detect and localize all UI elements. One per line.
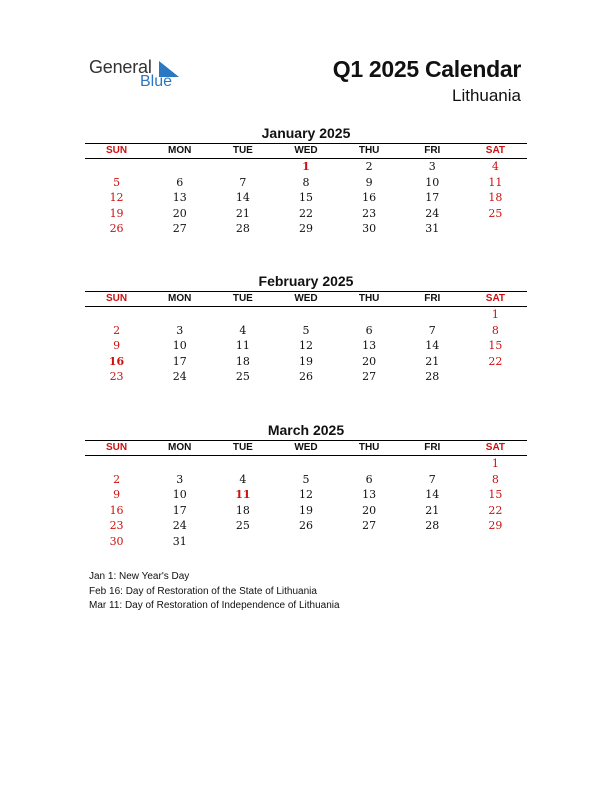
day-cell: 27 bbox=[362, 370, 377, 383]
week-row bbox=[85, 159, 527, 175]
day-cell: 30 bbox=[362, 222, 377, 235]
day-cell: 11 bbox=[235, 488, 251, 501]
empty-day-cell bbox=[464, 534, 527, 550]
week-row bbox=[85, 518, 527, 534]
weekday-label: TUE bbox=[232, 442, 253, 453]
empty-day-cell bbox=[274, 456, 337, 472]
day-cell: 2 bbox=[113, 323, 121, 337]
day-cell: 4 bbox=[491, 160, 499, 173]
day-cell: 28 bbox=[235, 222, 250, 235]
day-cell: 2 bbox=[113, 472, 121, 486]
day-cell: 13 bbox=[172, 191, 187, 204]
weekday-label: THU bbox=[358, 293, 380, 304]
day-cell: 12 bbox=[109, 191, 124, 204]
empty-day-cell bbox=[211, 456, 274, 472]
day-cell: 28 bbox=[425, 519, 440, 532]
empty-day-cell bbox=[211, 159, 274, 175]
week-row bbox=[85, 221, 527, 237]
weekday-label: FRI bbox=[424, 145, 441, 156]
day-cell: 17 bbox=[172, 354, 187, 368]
day-cell: 18 bbox=[235, 503, 250, 517]
day-cell: 22 bbox=[488, 354, 503, 368]
day-cell: 5 bbox=[302, 323, 310, 337]
weekday-label: SAT bbox=[485, 442, 506, 453]
day-cell: 5 bbox=[302, 472, 310, 486]
empty-day-cell bbox=[274, 307, 337, 323]
day-cell: 10 bbox=[172, 339, 187, 352]
day-cell: 9 bbox=[113, 339, 121, 352]
day-cell: 12 bbox=[298, 339, 313, 352]
weekday-label: MON bbox=[168, 442, 192, 453]
empty-day-cell bbox=[211, 307, 274, 323]
day-cell: 3 bbox=[176, 472, 184, 486]
week-row bbox=[85, 307, 527, 323]
empty-day-cell bbox=[148, 307, 211, 323]
day-cell: 21 bbox=[235, 206, 250, 220]
day-cell: 13 bbox=[362, 488, 377, 501]
weekday-label: THU bbox=[358, 442, 380, 453]
weekday-header bbox=[85, 291, 527, 307]
day-cell: 23 bbox=[109, 370, 124, 383]
day-cell: 14 bbox=[425, 339, 440, 352]
day-cell: 20 bbox=[362, 354, 377, 368]
day-cell: 28 bbox=[425, 370, 440, 383]
day-cell: 16 bbox=[108, 354, 125, 368]
week-row bbox=[85, 206, 527, 222]
week-row bbox=[85, 323, 527, 339]
weekday-label: WED bbox=[294, 145, 318, 156]
day-cell: 10 bbox=[425, 175, 440, 189]
empty-day-cell bbox=[148, 456, 211, 472]
empty-day-cell bbox=[274, 534, 337, 550]
day-cell: 14 bbox=[235, 191, 250, 204]
weekday-label: MON bbox=[168, 293, 192, 304]
month-title: January 2025 bbox=[261, 125, 351, 141]
day-cell: 15 bbox=[488, 339, 503, 352]
week-row bbox=[85, 503, 527, 519]
day-cell: 7 bbox=[428, 472, 436, 486]
weekday-label: WED bbox=[294, 293, 318, 304]
day-cell: 17 bbox=[172, 503, 187, 517]
day-cell: 13 bbox=[362, 339, 377, 352]
week-row bbox=[85, 534, 527, 550]
logo-blue-text: Blue bbox=[140, 73, 173, 90]
weekday-header bbox=[85, 440, 527, 456]
week-row bbox=[85, 190, 527, 206]
day-cell: 9 bbox=[113, 488, 121, 501]
day-cell: 29 bbox=[488, 519, 503, 532]
day-cell: 18 bbox=[235, 354, 250, 368]
week-row bbox=[85, 354, 527, 370]
generalblue-logo bbox=[89, 57, 189, 93]
day-cell: 8 bbox=[302, 175, 310, 189]
weekday-label: SAT bbox=[485, 145, 506, 156]
page-title: Q1 2025 Calendar bbox=[332, 56, 521, 82]
month-march bbox=[85, 421, 527, 549]
weekday-header bbox=[85, 143, 527, 159]
holiday-notes bbox=[89, 570, 389, 618]
empty-day-cell bbox=[338, 456, 401, 472]
day-cell: 10 bbox=[172, 488, 187, 501]
day-cell: 27 bbox=[172, 222, 187, 235]
empty-day-cell bbox=[464, 369, 527, 385]
day-cell: 3 bbox=[176, 323, 184, 337]
country-name: Lithuania bbox=[451, 86, 521, 105]
empty-day-cell bbox=[211, 534, 274, 550]
month-january bbox=[85, 124, 527, 237]
day-cell: 20 bbox=[172, 206, 187, 220]
week-row bbox=[85, 175, 527, 191]
week-row bbox=[85, 369, 527, 385]
empty-day-cell bbox=[338, 534, 401, 550]
day-cell: 7 bbox=[428, 323, 436, 337]
weekday-label: FRI bbox=[424, 293, 441, 304]
month-title: February 2025 bbox=[258, 273, 354, 289]
week-row bbox=[85, 472, 527, 488]
day-cell: 26 bbox=[298, 519, 313, 532]
week-row bbox=[85, 338, 527, 354]
weekday-label: SUN bbox=[106, 145, 128, 156]
day-cell: 19 bbox=[298, 354, 313, 368]
week-row bbox=[85, 487, 527, 503]
day-cell: 4 bbox=[239, 472, 247, 486]
logo-general-text: General bbox=[89, 57, 152, 77]
day-cell: 23 bbox=[362, 206, 377, 220]
empty-day-cell bbox=[85, 456, 148, 472]
weekday-label: SAT bbox=[485, 293, 506, 304]
weekday-label: TUE bbox=[232, 293, 253, 304]
empty-day-cell bbox=[464, 221, 527, 237]
day-cell: 23 bbox=[109, 519, 124, 532]
day-cell: 2 bbox=[365, 160, 373, 173]
day-cell: 6 bbox=[365, 323, 373, 337]
empty-day-cell bbox=[338, 307, 401, 323]
day-cell: 21 bbox=[425, 503, 440, 517]
day-cell: 19 bbox=[298, 503, 313, 517]
day-cell: 26 bbox=[109, 222, 124, 235]
day-cell: 25 bbox=[235, 519, 250, 532]
day-cell: 24 bbox=[172, 519, 187, 532]
empty-day-cell bbox=[401, 456, 464, 472]
week-row bbox=[85, 456, 527, 472]
weekday-label: SUN bbox=[106, 293, 128, 304]
weekday-label: SUN bbox=[106, 442, 128, 453]
day-cell: 17 bbox=[425, 191, 440, 204]
day-cell: 24 bbox=[425, 206, 440, 220]
day-cell: 31 bbox=[425, 222, 440, 235]
day-cell: 8 bbox=[491, 472, 499, 486]
empty-day-cell bbox=[401, 534, 464, 550]
day-cell: 3 bbox=[428, 160, 436, 173]
day-cell: 20 bbox=[362, 503, 377, 517]
day-cell: 7 bbox=[239, 175, 247, 189]
day-cell: 16 bbox=[362, 191, 377, 204]
day-cell: 31 bbox=[172, 534, 187, 548]
weekday-label: FRI bbox=[424, 442, 441, 453]
weekday-label: MON bbox=[168, 145, 192, 156]
weekday-label: WED bbox=[294, 442, 318, 453]
day-cell: 30 bbox=[109, 534, 124, 548]
day-cell: 9 bbox=[365, 175, 373, 189]
day-cell: 12 bbox=[298, 488, 313, 501]
day-cell: 24 bbox=[172, 370, 187, 383]
day-cell: 27 bbox=[362, 519, 377, 532]
day-cell: 22 bbox=[298, 206, 313, 220]
day-cell: 6 bbox=[365, 472, 373, 486]
day-cell: 15 bbox=[298, 191, 313, 204]
day-cell: 11 bbox=[235, 339, 250, 352]
day-cell: 8 bbox=[491, 323, 499, 337]
day-cell: 15 bbox=[488, 488, 503, 501]
day-cell: 1 bbox=[491, 308, 499, 321]
day-cell: 19 bbox=[109, 206, 124, 220]
day-cell: 6 bbox=[176, 175, 184, 189]
holiday-note: Feb 16: Day of Restoration of the State of Lithuania bbox=[89, 585, 317, 597]
day-cell: 26 bbox=[298, 370, 313, 383]
month-february bbox=[85, 272, 527, 385]
day-cell: 5 bbox=[113, 175, 121, 189]
holiday-note: Jan 1: New Year's Day bbox=[89, 571, 190, 582]
day-cell: 4 bbox=[239, 323, 247, 337]
empty-day-cell bbox=[85, 307, 148, 323]
day-cell: 1 bbox=[491, 457, 499, 470]
day-cell: 22 bbox=[488, 503, 503, 517]
weekday-label: THU bbox=[358, 145, 380, 156]
empty-day-cell bbox=[148, 159, 211, 175]
day-cell: 1 bbox=[302, 160, 310, 173]
day-cell: 21 bbox=[425, 354, 440, 368]
day-cell: 25 bbox=[235, 370, 250, 383]
empty-day-cell bbox=[85, 159, 148, 175]
month-title: March 2025 bbox=[267, 422, 345, 438]
empty-day-cell bbox=[401, 307, 464, 323]
day-cell: 14 bbox=[425, 488, 440, 501]
day-cell: 25 bbox=[488, 206, 503, 220]
day-cell: 11 bbox=[488, 175, 503, 189]
day-cell: 18 bbox=[488, 191, 503, 204]
day-cell: 16 bbox=[109, 503, 124, 517]
day-cell: 29 bbox=[298, 222, 313, 235]
holiday-note: Mar 11: Day of Restoration of Independence of Lithuania bbox=[89, 600, 340, 611]
weekday-label: TUE bbox=[232, 145, 253, 156]
